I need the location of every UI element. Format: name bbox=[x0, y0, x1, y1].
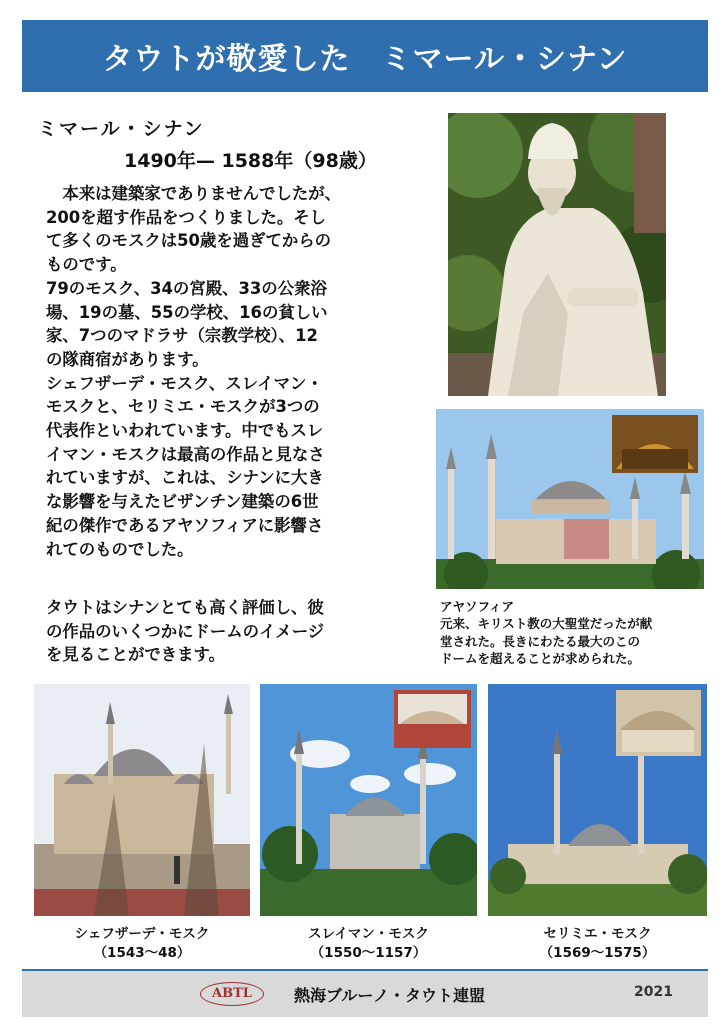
sehzade-mosque-photo bbox=[34, 684, 250, 916]
mosque-caption-2 bbox=[260, 925, 477, 963]
mosque-years-2: （1550〜1157） bbox=[310, 945, 427, 961]
mosque-name-2: スレイマン・モスク bbox=[308, 926, 429, 942]
organization-name: 熱海ブルーノ・タウト連盟 bbox=[294, 986, 486, 1005]
hagia-sophia-photo bbox=[436, 409, 704, 589]
mosque-caption-1 bbox=[34, 925, 250, 963]
page-title: タウトが敬愛した ミマール・シナン bbox=[102, 42, 628, 77]
sinan-statue-photo bbox=[448, 113, 666, 396]
hagia-sophia-caption-text: 元来、キリスト教の大聖堂だったが献 堂された。長きにわたる最大のこの ドームを超えることが求められた。 bbox=[440, 616, 653, 666]
footer bbox=[22, 969, 708, 1017]
suleymaniye-mosque-photo bbox=[260, 684, 477, 916]
mosque-name-1: シェフザーデ・モスク bbox=[74, 926, 210, 942]
mosque-years-3: （1569〜1575） bbox=[539, 945, 656, 961]
abtl-logo: ABTL bbox=[200, 982, 264, 1006]
architect-dates: 1490年— 1588年（98歳） bbox=[124, 150, 377, 172]
title-banner bbox=[22, 20, 708, 92]
biography-text: 本来は建築家でありませんでしたが、 200を超す作品をつくりました。そし て多くのモスクは50歳を過ぎてからの ものです。 79のモスク、34の宮殿、33の公衆浴 場、19の墓、55の学校、16の貧しい 家、7つのマドラサ（宗教学校）、12 の隊商宿があります。 シェフザーデ・モスク、スレイマン・ モスクと、セリミエ・モスクが3つの 代表作といわれています。中でもスレ イマン・モスクは最高の作品と見なさ れていますが、これは、シナンに大き な影響を与えたビザンチン建築の6世 紀の傑作であるアヤソフィアに影響さ れてのものでした。 bbox=[46, 184, 342, 559]
mosque-name-3: セリミエ・モスク bbox=[543, 926, 652, 942]
footer-year: 2021 bbox=[634, 984, 673, 1000]
hagia-sophia-caption-title: アヤソフィア bbox=[440, 599, 515, 614]
taut-closing-text: タウトはシナンとても高く評価し、彼 の作品のいくつかにドームのイメージ を見ることができます。 bbox=[46, 598, 325, 665]
architect-name: ミマール・シナン bbox=[38, 118, 205, 140]
mosque-years-1: （1543〜48） bbox=[93, 945, 191, 961]
selimiye-mosque-photo bbox=[488, 684, 707, 916]
mosque-caption-3 bbox=[488, 925, 707, 963]
